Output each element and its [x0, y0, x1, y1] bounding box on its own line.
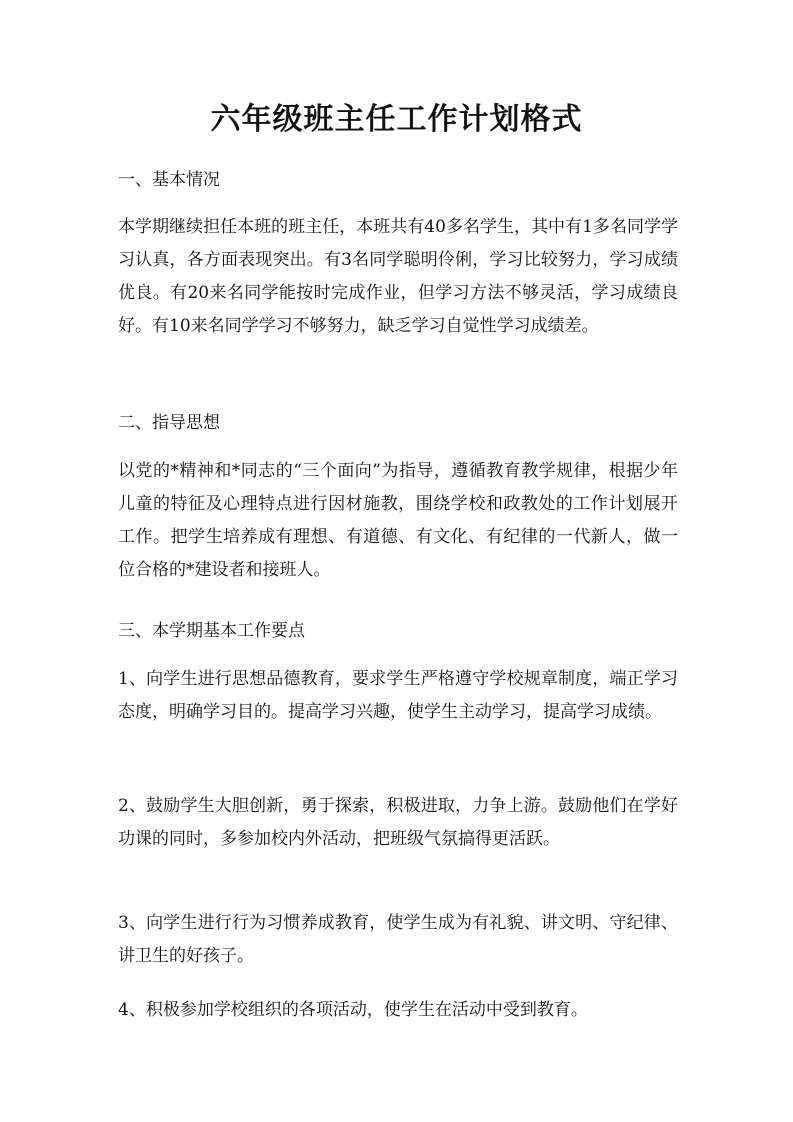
section-heading-work-points: 三、本学期基本工作要点	[118, 621, 305, 641]
list-item: 1、向学生进行思想品德教育，要求学生严格遵守学校规章制度，端正学习态度，明确学习目的。提高学习兴趣，使学生主动学习，提高学习成绩。	[118, 669, 678, 722]
section-heading-basic-situation: 一、基本情况	[118, 170, 220, 190]
list-item: 4、积极参加学校组织的各项活动，使学生在活动中受到教育。	[118, 1000, 588, 1020]
section-heading-guiding-thought: 二、指导思想	[118, 413, 220, 433]
list-item: 2、鼓励学生大胆创新，勇于探索，积极进取，力争上游。鼓励他们在学好功课的同时，多参加校内外活动，把班级气氛搞得更活跃。	[118, 796, 678, 849]
paragraph-guiding-thought: 以党的*精神和*同志的“三个面向”为指导，遵循教育教学规律，根据少年儿童的特征及心理特点进行因材施教，围绕学校和政教处的工作计划展开工作。把学生培养成有理想、有道德、有文化、有纪律的一代新人，做一位合格的*建设者和接班人。	[118, 461, 678, 580]
paragraph-basic-situation: 本学期继续担任本班的班主任，本班共有40多名学生，其中有1多名同学学习认真，各方面表现突出。有3名同学聪明伶俐，学习比较努力，学习成绩优良。有20来名同学能按时完成作业，但学习方法不够灵活，学习成绩良好。有10来名同学学习不够努力，缺乏学习自觉性学习成绩差。	[118, 217, 678, 336]
list-item: 3、向学生进行行为习惯养成教育，使学生成为有礼貌、讲文明、守纪律、讲卫生的好孩子。	[118, 913, 678, 966]
document-title: 六年级班主任工作计划格式	[210, 102, 583, 137]
